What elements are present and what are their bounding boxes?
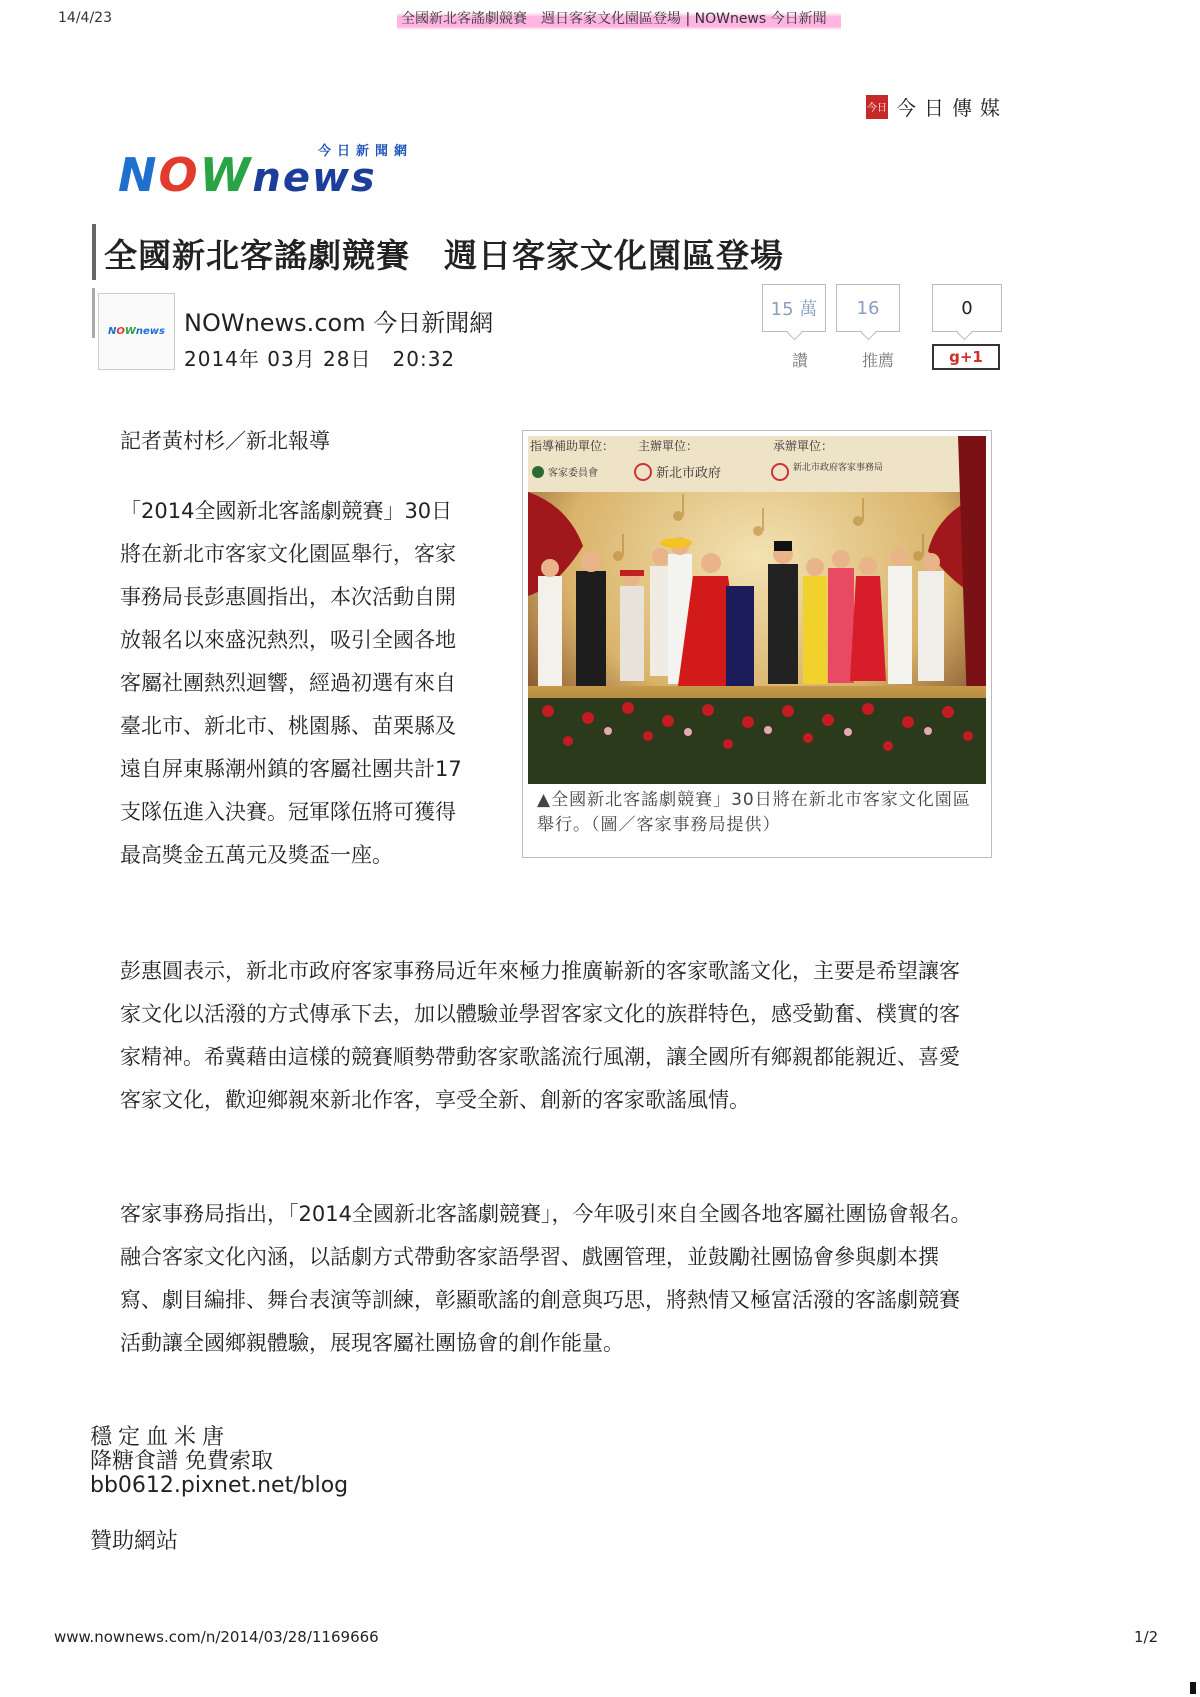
photo-banner-org-3: 新北市政府客家事務局 bbox=[793, 463, 884, 473]
publisher-seal-icon: 今日 bbox=[866, 95, 888, 119]
source-logo-letter-n: N bbox=[107, 326, 117, 337]
like-count-bubble: 15 萬 bbox=[762, 284, 826, 332]
sponsor-ad-title[interactable]: 穩定血米唐 bbox=[90, 1425, 231, 1450]
scan-mark bbox=[1190, 1682, 1196, 1694]
article-paragraph-1: 「2014全國新北客謠劇競賽」30日將在新北市客家文化園區舉行，客家事務局長彭惠圓指出，本次活動自開放報名以來盛況熱烈，吸引全國各地客屬社團熱烈迴響，經過初選有來自臺北市、新北市、桃園縣、苗栗縣及遠自屏東縣潮州鎮的客屬社團共計17支隊伍進入決賽。冠軍隊伍將可獲得最高獎金五萬元及獎盃一座。 bbox=[120, 499, 462, 867]
article-datetime: 2014年 03月 28日 20:32 bbox=[184, 347, 456, 371]
photo-banner-org-2: 新北市政府 bbox=[656, 466, 722, 481]
photo-banner-org-1: 客家委員會 bbox=[548, 468, 598, 479]
article-photo-figure bbox=[522, 430, 992, 858]
logo-letter-n: N bbox=[118, 148, 159, 202]
photo-caption: ▲全國新北客謠劇競賽」30日將在新北市客家文化園區舉行。（圖／客家事務局提供） bbox=[537, 790, 971, 835]
publisher-logo[interactable] bbox=[866, 92, 1008, 121]
sponsor-label[interactable]: 贊助網站 bbox=[90, 1529, 179, 1554]
print-page-number: 1/2 bbox=[1134, 1628, 1159, 1646]
recommend-button[interactable]: 推薦 bbox=[862, 351, 895, 370]
sponsor-ad-text[interactable]: 降糖食譜 免費索取 bbox=[90, 1449, 273, 1474]
source-accent-bar bbox=[92, 288, 95, 338]
publisher-name: 今日傳媒 bbox=[896, 96, 1008, 120]
logo-suffix: news bbox=[252, 155, 377, 201]
source-logo-letter-w: W bbox=[124, 326, 136, 337]
photo-banner-label-1: 指導補助單位： bbox=[530, 439, 615, 453]
article-byline: 記者黃村杉／新北報導 bbox=[120, 429, 330, 453]
source-avatar[interactable] bbox=[98, 293, 175, 370]
source-logo-suffix: news bbox=[135, 326, 165, 337]
site-logo-wordmark bbox=[118, 148, 377, 202]
print-page-title: 全國新北客謠劇競賽 週日客家文化園區登場 | NOWnews 今日新聞 bbox=[397, 8, 841, 30]
site-logo-subtitle: 今日新聞網 bbox=[318, 144, 414, 159]
headline-accent-bar bbox=[92, 224, 96, 280]
logo-letter-w: W bbox=[199, 148, 253, 202]
source-name[interactable]: NOWnews.com 今日新聞網 bbox=[184, 309, 494, 337]
photo-hakka-council-icon bbox=[532, 466, 544, 478]
site-logo[interactable] bbox=[118, 140, 448, 200]
article-paragraph-2: 彭惠圓表示，新北市政府客家事務局近年來極力推廣嶄新的客家歌謠文化，主要是希望讓客家文化以活潑的方式傳承下去，加以體驗並學習客家文化的族群特色，感受勤奮、樸實的客家精神。希冀藉由這樣的競賽順勢帶動客家歌謠流行風潮，讓全國所有鄉親都能親近、喜愛客家文化，歡迎鄉親來新北作客，享受全新、創新的客家歌謠風情。 bbox=[120, 959, 960, 1112]
article-photo[interactable] bbox=[528, 436, 986, 784]
gplus-button[interactable]: g+1 bbox=[932, 344, 1000, 370]
photo-banner-label-3: 承辦單位： bbox=[773, 439, 834, 453]
article-paragraph-3: 客家事務局指出，「2014全國新北客謠劇競賽」，今年吸引來自全國各地客屬社團協會報名。融合客家文化內涵，以話劇方式帶動客家語學習、戲團管理，並鼓勵社團協會參與劇本撰寫、劇目編排、舞台表演等訓練，彰顯歌謠的創意與巧思，將熱情又極富活潑的客謠劇競賽活動讓全國鄉親體驗，展現客屬社團協會的創作能量。 bbox=[120, 1202, 972, 1355]
print-date: 14/4/23 bbox=[58, 10, 112, 26]
logo-letter-o: O bbox=[158, 148, 200, 202]
photo-banner-label-2: 主辦單位： bbox=[638, 439, 699, 453]
like-button[interactable]: 讚 bbox=[792, 351, 809, 370]
recommend-count-bubble: 16 bbox=[836, 284, 900, 332]
article-title: 全國新北客謠劇競賽 週日客家文化園區登場 bbox=[104, 236, 784, 275]
print-footer-url: www.nownews.com/n/2014/03/28/1169666 bbox=[54, 1628, 379, 1646]
sponsor-ad-link[interactable]: bb0612.pixnet.net/blog bbox=[90, 1473, 349, 1498]
gplus-count-bubble: 0 bbox=[932, 284, 1002, 332]
source-logo-letter-o: O bbox=[116, 326, 125, 337]
